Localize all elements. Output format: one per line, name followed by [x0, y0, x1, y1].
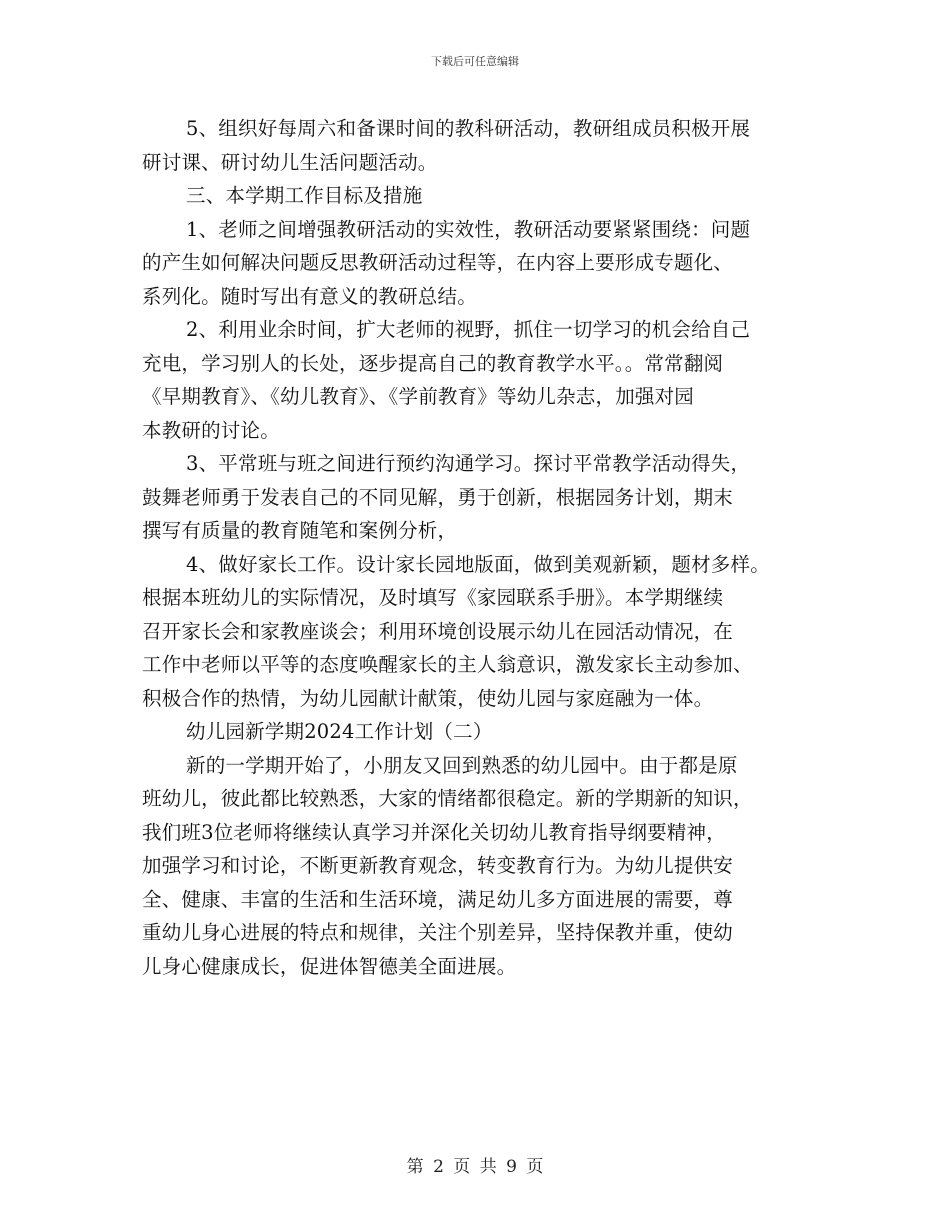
text-line: 撰写有质量的教育随笔和案例分析，	[142, 519, 458, 542]
text-line: 系列化。随时写出有意义的教研总结。	[142, 284, 477, 308]
text-line: 三、本学期工作目标及措施	[186, 184, 423, 207]
text-line: 《早期教育》、《幼儿教育》、《学前教育》等幼儿杂志，加强对园	[142, 385, 695, 408]
text-line: 充电，学习别人的长处，逐步提高自己的教育教学水平。。常常翻阅	[142, 351, 724, 375]
text-line: 幼儿园新学期2024工作计划（二）	[186, 720, 493, 743]
text-line: 鼓舞老师勇于发表自己的不同见解，勇于创新，根据园务计划，期末	[142, 485, 734, 509]
text-line: 我们班3位老师将继续认真学习并深化关切幼儿教育指导纲要精神，	[142, 820, 726, 844]
text-line: 全、健康、丰富的生活和生活环境，满足幼儿多方面进展的需要，尊	[142, 887, 734, 911]
text-line: 2、利用业余时间，扩大老师的视野，抓住一切学习的机会给自己	[186, 318, 751, 341]
text-line: 4、做好家长工作。设计家长园地版面，做到美观新颖，题材多样。	[186, 552, 770, 576]
text-line: 的产生如何解决问题反思教研活动过程等，在内容上要形成专题化、	[142, 251, 734, 274]
text-line: 重幼儿身心进展的特点和规律，关注个别差异，坚持保教并重，使幼	[142, 921, 734, 944]
text-line: 召开家长会和家教座谈会；利用环境创设展示幼儿在园活动情况，在	[142, 619, 734, 643]
text-line: 加强学习和讨论，不断更新教育观念，转变教育行为。为幼儿提供安	[142, 854, 734, 877]
text-line: 班幼儿，彼此都比较熟悉，大家的情绪都很稳定。新的学期新的知识，	[142, 787, 753, 810]
text-line: 工作中老师以平等的态度唤醒家长的主人翁意识，激发家长主动参加、	[142, 653, 753, 676]
document-body	[142, 112, 822, 983]
page-number-footer: 第 2 页 共 9 页	[406, 1157, 544, 1177]
page-header: 下载后可任意编辑	[431, 55, 519, 68]
text-line: 新的一学期开始了，小朋友又回到熟悉的幼儿园中。由于都是原	[186, 753, 738, 777]
text-line: 根据本班幼儿的实际情况，及时填写《家园联系手册》。本学期继续	[142, 586, 724, 609]
text-line: 积极合作的热情，为幼儿园献计献策，使幼儿园与家庭融为一体。	[142, 686, 714, 710]
text-line: 1、老师之间增强教研活动的实效性，教研活动要紧紧围绕：问题	[186, 217, 751, 241]
text-line: 儿身心健康成长，促进体智德美全面进展。	[142, 954, 517, 978]
text-line: 3、平常班与班之间进行预约沟通学习。探讨平常教学活动得失，	[186, 452, 751, 475]
text-line: 5、组织好每周六和备课时间的教科研活动，教研组成员积极开展	[186, 117, 751, 140]
text-line: 研讨课、研讨幼儿生活问题活动。	[142, 150, 438, 174]
text-line: 本教研的讨论。	[142, 418, 280, 442]
